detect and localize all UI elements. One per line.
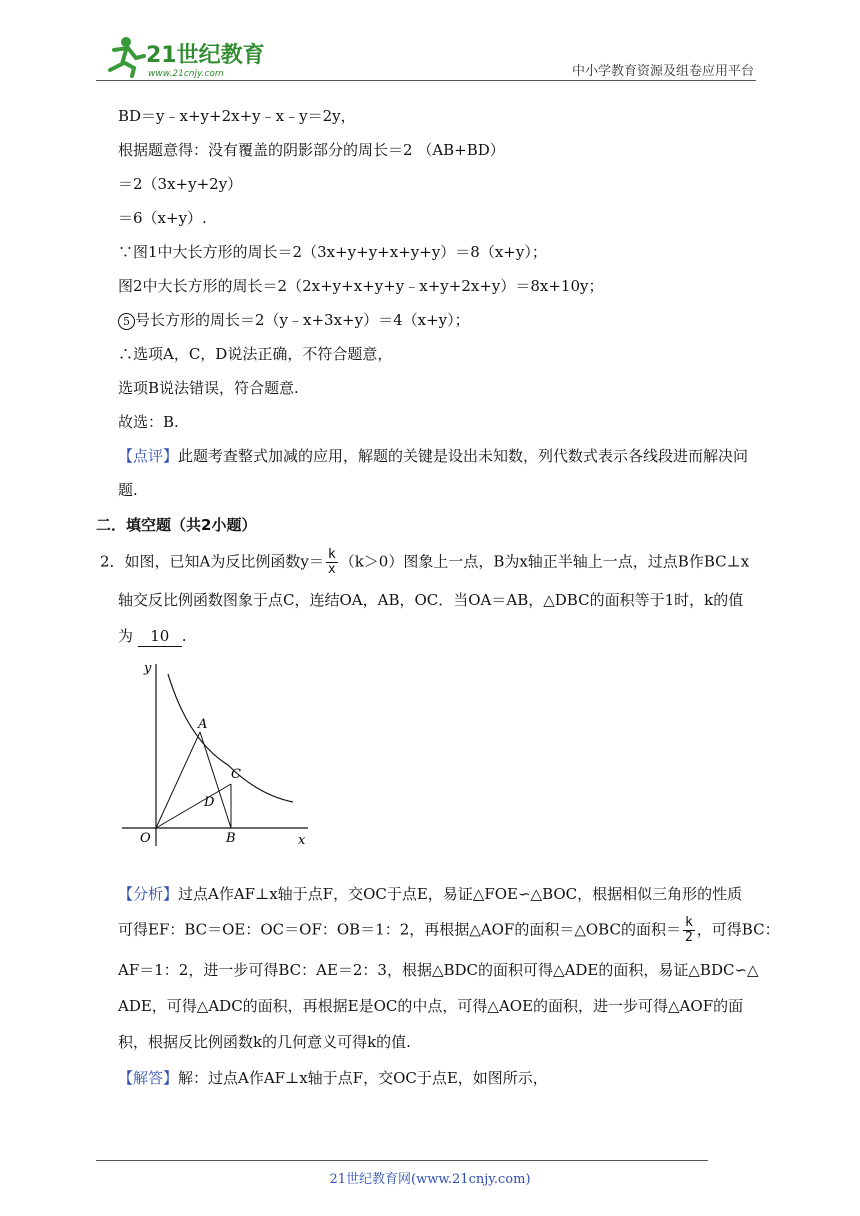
question-text-1: 2．如图，已知A为反比例函数y＝	[100, 552, 324, 571]
label-C: C	[231, 767, 241, 782]
label-B: B	[226, 831, 236, 846]
solution-line-9: 选项B说法错误，符合题意.	[118, 379, 299, 397]
solution-line-3: ＝2（3x+y+2y）	[118, 175, 243, 193]
question-prefix: 为	[118, 627, 134, 645]
comment-line	[118, 446, 748, 466]
segment-OA	[156, 732, 200, 828]
segment-AB	[200, 732, 231, 828]
solution-line-1: BD＝y﹣x+y+2x+y﹣x﹣y＝2y，	[118, 107, 356, 125]
analysis-tag: 【分析】	[118, 885, 179, 903]
label-A: A	[198, 717, 208, 732]
logo-text: 21世纪教育	[146, 43, 265, 68]
platform-name: 中小学教育资源及组卷应用平台	[571, 64, 754, 79]
analysis-line-3: AF＝1：2，进一步可得BC：AE＝2：3，根据△BDC的面积可得△ADE的面积，易证△BDC∽△	[118, 961, 759, 979]
question-text-2: （k＞0）图象上一点，B为x轴正半轴上一点，过点B作BC⊥x	[339, 552, 750, 571]
circled-number: 5	[118, 313, 135, 330]
label-O: O	[140, 831, 151, 846]
site-logo	[96, 34, 266, 80]
footer-divider	[96, 1160, 708, 1161]
solution-line-7	[118, 310, 470, 330]
fraction-numerator: k	[327, 547, 336, 562]
question-suffix: .	[181, 627, 187, 645]
solution-line-6: 图2中大长方形的周长＝2（2x+y+x+y+y﹣x+y+2x+y）＝8x+10y；	[118, 277, 604, 295]
fraction-k-over-x	[326, 548, 338, 577]
fraction-denominator: x	[327, 562, 336, 577]
analysis-line-5: 积，根据反比例函数k的几何意义可得k的值.	[118, 1033, 411, 1051]
solution-answer-line	[118, 1068, 548, 1088]
label-y: y	[144, 661, 152, 676]
solution-line-8: ∴选项A，C，D说法正确，不符合题意，	[118, 345, 393, 363]
section-title: 二．填空题（共2小题）	[96, 516, 257, 534]
analysis-line-2	[118, 916, 780, 945]
analysis-text-1: 过点A作AF⊥x轴于点F，交OC于点E，易证△FOE∽△BOC，根据相似三角形的性质	[178, 885, 743, 903]
label-x: x	[298, 833, 306, 848]
question-line-2: 轴交反比例函数图象于点C，连结OA，AB，OC．当OA＝AB，△DBC的面积等于1时，k的值	[118, 591, 744, 609]
analysis-line-1	[118, 884, 742, 904]
runner-icon	[110, 37, 144, 76]
label-D: D	[204, 795, 215, 810]
footer-text[interactable]: 21世纪教育网(www.21cnjy.com)	[329, 1172, 531, 1187]
comment-tag: 【点评】	[118, 447, 179, 465]
solution-tag: 【解答】	[118, 1069, 179, 1087]
fraction-numerator: k	[684, 915, 693, 930]
solution-text: 解：过点A作AF⊥x轴于点F，交OC于点E，如图所示，	[178, 1069, 548, 1087]
comment-line-2: 题.	[118, 481, 138, 499]
fraction-denominator: 2	[684, 930, 693, 945]
analysis-line-4: ADE，可得△ADC的面积，再根据E是OC的中点，可得△AOE的面积，进一步可得△AOF的面	[118, 997, 744, 1015]
answer-blank: 10	[138, 626, 182, 647]
question-line-1	[100, 548, 749, 577]
analysis-text-2a: 可得EF：BC＝OE：OC＝OF：OB＝1：2，再根据△AOF的面积＝△OBC的面积＝	[118, 920, 681, 939]
logo-subtext: www.21cnjy.com	[148, 69, 224, 79]
solution-line-10: 故选：B.	[118, 413, 179, 431]
solution-line-2: 根据题意得：没有覆盖的阴影部分的周长＝2 （AB+BD）	[118, 141, 505, 159]
solution-line-5: ∵图1中大长方形的周长＝2（3x+y+y+x+y+y）＝8（x+y）；	[118, 243, 547, 261]
comment-text: 此题考查整式加减的应用，解题的关键是设出未知数，列代数式表示各线段进而解决问	[178, 447, 749, 465]
header-divider	[96, 80, 756, 81]
question-line-3	[118, 626, 187, 647]
analysis-text-2b: ，可得BC：	[696, 920, 780, 939]
fraction-k-over-2	[683, 916, 695, 945]
segment-OC	[156, 784, 231, 828]
hyperbola-curve	[168, 674, 293, 802]
geometry-figure	[118, 660, 318, 850]
solution-line-7-text: 号长方形的周长＝2（y﹣x+3x+y）＝4（x+y）；	[135, 311, 470, 329]
solution-line-4: ＝6（x+y）.	[118, 209, 207, 227]
